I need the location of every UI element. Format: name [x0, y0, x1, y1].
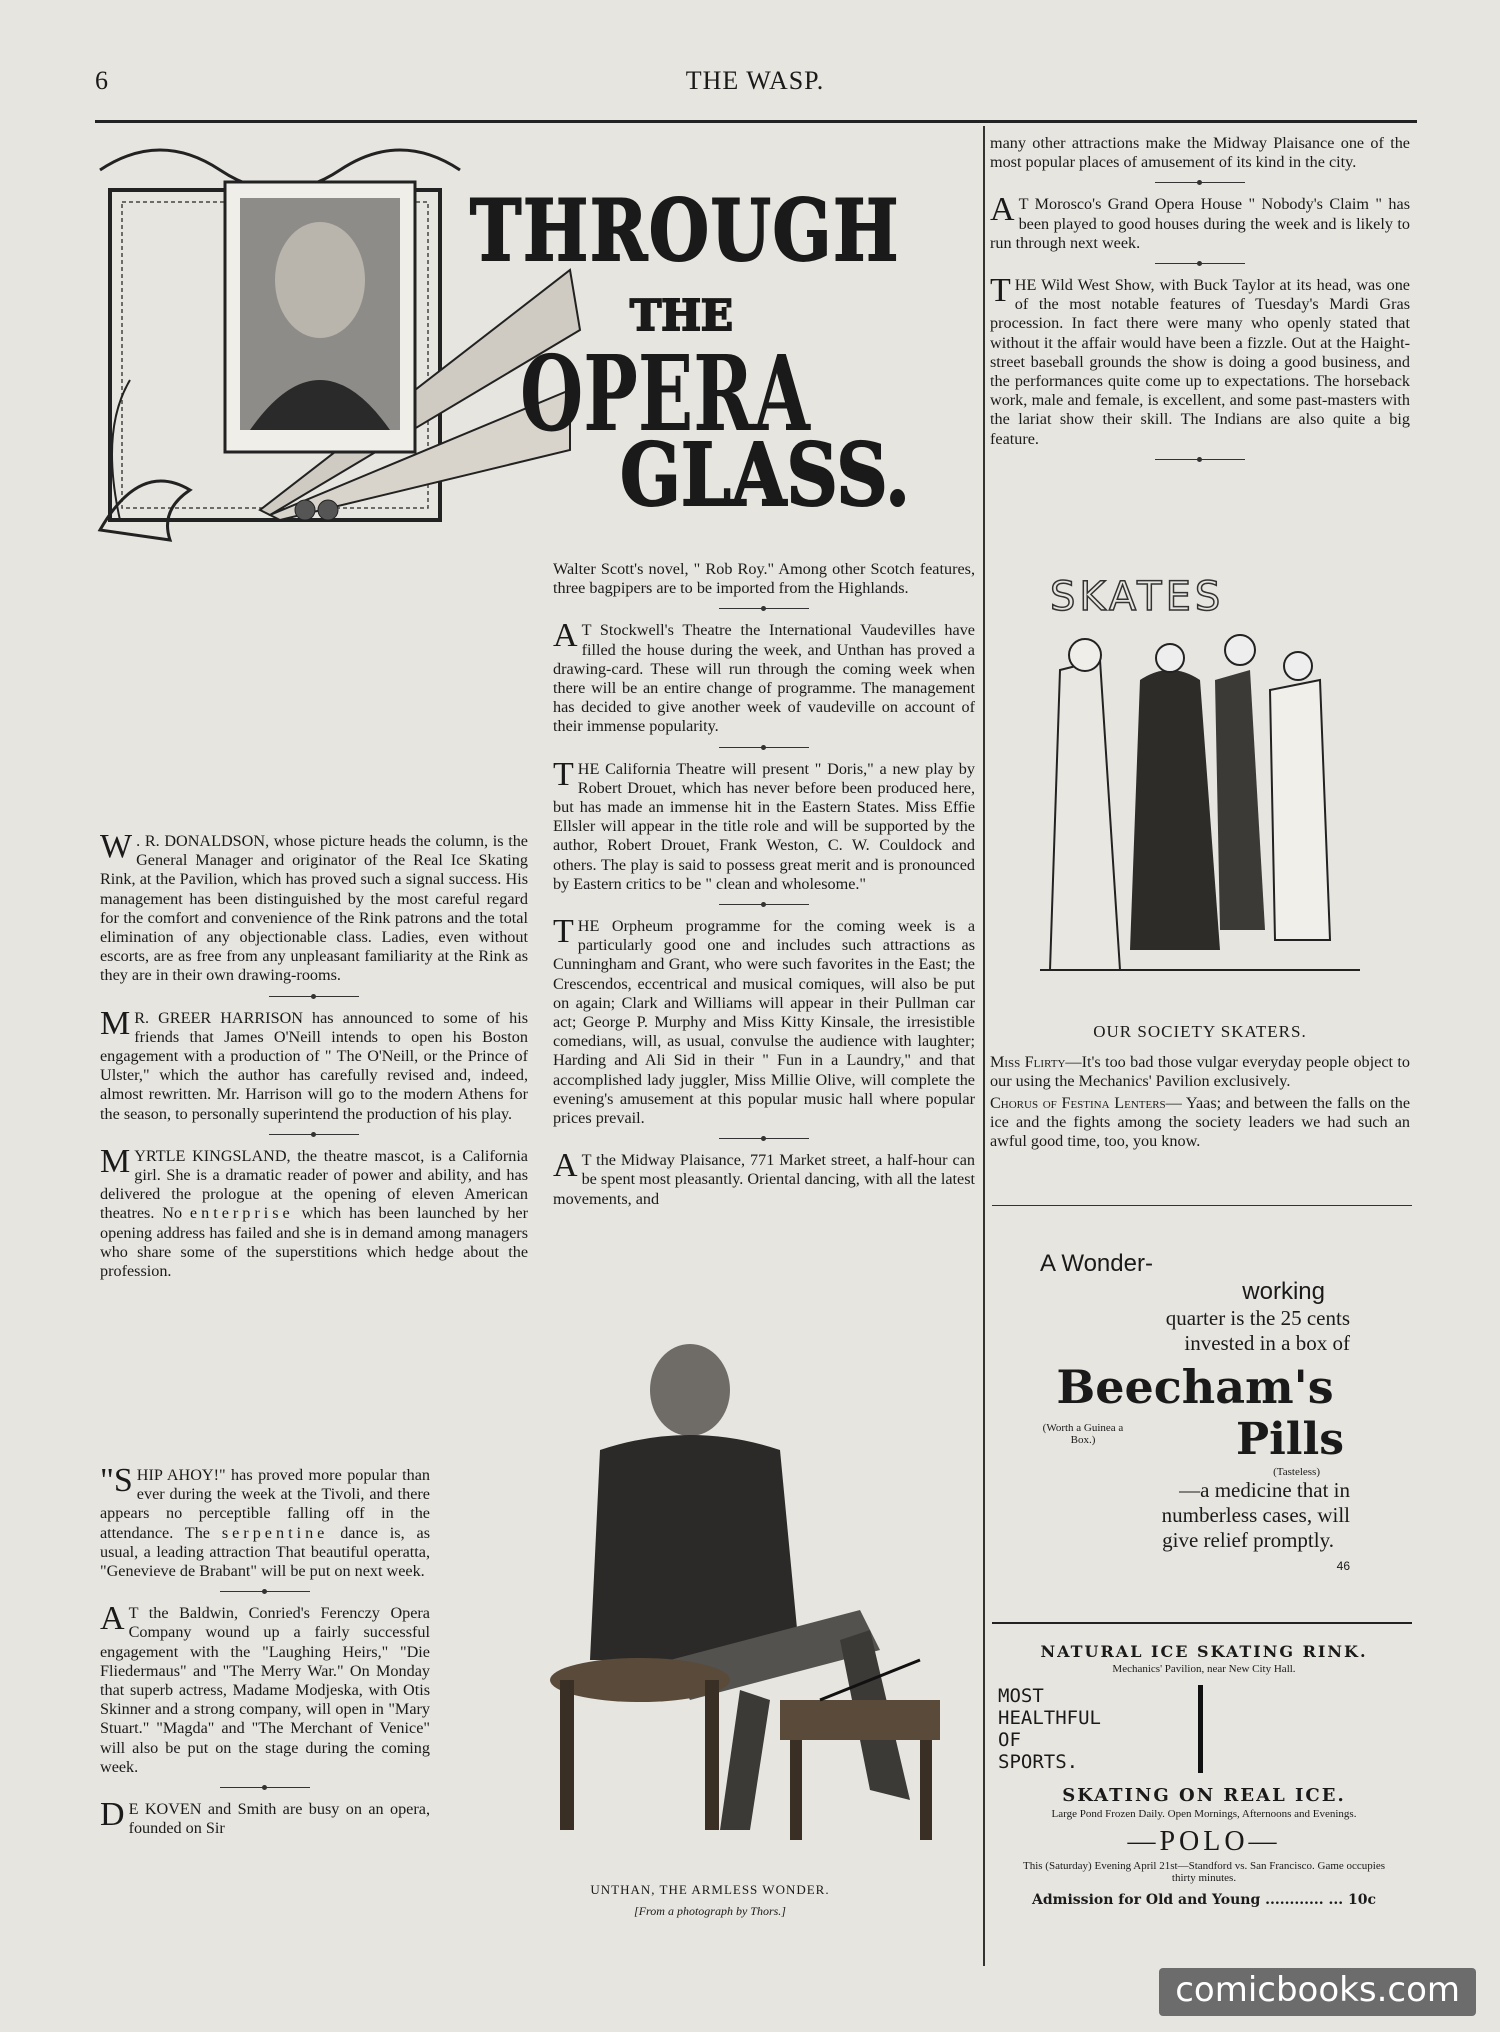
rink-slogan1: MOST [998, 1685, 1044, 1707]
separator [220, 1591, 310, 1592]
polo-title: —POLO— [1127, 1826, 1281, 1857]
skates-sign: SKATES [1050, 574, 1225, 620]
column-rule [983, 126, 985, 1966]
ad-line1: A Wonder- [1040, 1250, 1153, 1277]
skaters-cartoon-art [1030, 570, 1370, 1000]
photo-credit: [From a photograph by Thors.] [634, 1904, 786, 1918]
banner-art [100, 130, 940, 550]
ad-worth: (Worth a Guinea a Box.) [1042, 1422, 1124, 1446]
paragraph-orpheum: THE Orpheum programme for the coming week is a particularly good one and includes such attractions as Cunningham and Grant, who were such favorites in the East; the Crescendos, eccentrical and musical comiques, will also be put on again; Clark and Williams will appear in their Pullman car act; George P. Murphy and Miss Kitty Kinsale, the irresistible comedians, will, as usual, convulse the audience with laughter; Harding and Ali Sid in their " Fun in a Laundry," and that accomplished lady juggler, Miss Millie Olive, will complete the evening's amusement at this popular music hall where popular prices prevail. [553, 913, 975, 1128]
right-column-lower [990, 1022, 1410, 1159]
paragraph-wild-west: THE Wild West Show, with Buck Taylor at its head, was one of the most notable features of Tuesday's Mardi Gras procession. In fact there were many who openly stated that without it the affair would have been a fizzle. Out at the Haight-street baseball grounds the show is doing a good business, and the performances quite come up to expectations. The horseback work, male and female, is excellent, and some past-masters with the lariat show their skill. The Indians are also quite a big feature. [990, 272, 1410, 448]
dialog-flirty: Miss Flirty—It's too bad those vulgar everyday people object to our using the Mechanics' Pavilion exclusively. [990, 1053, 1410, 1091]
banner-line3: OPERA [520, 332, 811, 455]
rink-admission: Admission for Old and Young ............ ... 10c [1032, 1892, 1376, 1908]
ad-line7: give relief promptly. [1162, 1528, 1334, 1552]
right-column [990, 134, 1410, 472]
separator [220, 1787, 310, 1788]
lion-ornament [100, 481, 190, 540]
beecham-ad [1040, 1250, 1350, 1573]
photo-caption: UNTHAN, THE ARMLESS WONDER. [590, 1882, 830, 1897]
paragraph-donaldson: W . R. DONALDSON, whose picture heads the column, is the General Manager and originator of the Real Ice Skating Rink, at the Pavilion, which has proved such a signal success. His management has been distinguished by the most careful regard for the comfort and convenience of the Rink patrons and the total elimination of any objectionable class. Ladies, even without escorts, are as free from any unpleasant familiarity at the Rink as they are in their own drawing-rooms. [100, 828, 528, 985]
rink-ad [990, 1630, 1418, 1908]
polo-details: This (Saturday) Evening April 21st—Standford vs. San Francisco. Game occupies thirty minutes. [1022, 1860, 1386, 1884]
separator [719, 1138, 809, 1139]
header-rule [95, 120, 1417, 123]
left-column-lower [100, 1462, 430, 1846]
ad-line2: working [1242, 1278, 1325, 1305]
rink-ad-rule [992, 1622, 1412, 1624]
separator [269, 996, 359, 997]
ad-divider [992, 1205, 1412, 1206]
paragraph-california: THE California Theatre will present " Doris," a new play by Robert Drouet, which has never before been produced here, but has made an immense hit in the Eastern States. Miss Effie Ellsler will appear in the title role and will be supported by the author, Robert Drouet, Frank Weston, C. W. Couldock and others. The play is said to possess great merit and is pronounced by Eastern critics to be " clean and wholesome." [553, 755, 975, 893]
rink-slogan4: SPORTS. [998, 1751, 1079, 1773]
ad-tasteless: (Tasteless) [1273, 1466, 1320, 1478]
paragraph-baldwin: A T the Baldwin, Conried's Ferenczy Opera Company wound up a fairly successful engagement with the "Laughing Heirs," "Die Fliedermaus" and "The Merry War." On Monday that superb actress, Madame Modjeska, with Otis Skinner and a strong company, will open in "Mary Stuart." "Magda" and "The Merchant of Venice" will also be put on the stage during the coming week. [100, 1600, 430, 1776]
paragraph-kingsland: MYRTLE KINGSLAND, the theatre mascot, is a California girl. She is a dramatic reader of power and ability, and has delivered the prologue at the opening of eleven American theatres. No enterprise which has been launched by her opening address has failed and she is in demand among managers who share some of the superstitions which hedge about the profession. [100, 1142, 528, 1281]
page-number: 6 [95, 66, 109, 95]
rink-slogan2: HEALTHFUL [998, 1707, 1101, 1729]
separator [719, 904, 809, 905]
separator [1155, 459, 1245, 460]
ad-line5: —a medicine that in [1179, 1478, 1350, 1502]
separator [1155, 182, 1245, 183]
rink-bar [1198, 1685, 1203, 1773]
paragraph-midway-cont: many other attractions make the Midway Plaisance one of the most popular places of amusement of its kind in the city. [990, 134, 1410, 172]
left-column [100, 828, 528, 1289]
ad-line6: numberless cases, will [1161, 1503, 1350, 1527]
paragraph-rob-roy: Walter Scott's novel, " Rob Roy." Among other Scotch features, three bagpipers are to be imported from the Highlands. [553, 560, 975, 598]
ad-pills: Pills [1235, 1414, 1344, 1465]
paragraph-de-koven: D E KOVEN and Smith are busy on an opera, founded on Sir [100, 1796, 430, 1838]
paragraph-morosco: A T Morosco's Grand Opera House " Nobody's Claim " has been played to good houses during the week and is likely to run through next week. [990, 191, 1410, 252]
separator [719, 608, 809, 609]
ad-number: 46 [1336, 1559, 1350, 1573]
paragraph-harrison: M R. GREER HARRISON has announced to some of his friends that James O'Neill intends to open his Boston engagement with a production of " The O'Neill, or the Prince of Ulster," which the author has carefully revised and, indeed, almost rewritten. Mr. Harrison will go to the modern Athens for the season, to personally superintend the production of his play. [100, 1004, 528, 1123]
rink-location: Mechanics' Pavilion, near New City Hall. [1112, 1663, 1296, 1675]
rink-title: NATURAL ICE SKATING RINK. [1040, 1642, 1368, 1661]
skaters-cartoon [1030, 570, 1370, 1010]
watermark: comicbooks.com [1159, 1968, 1476, 2016]
banner-line4: GLASS. [620, 425, 910, 526]
paragraph-stockwell: A T Stockwell's Theatre the International Vaudevilles have filled the house during the week, and Unthan has proved a drawing-card. These will run through the coming week when there will be an entire change of programme. The management has decided to give another week of vaudeville on account of their immense popularity. [553, 617, 975, 736]
dialog-chorus: Chorus of Festina Lenters— Yaas; and between the falls on the ice and the fights among the society leaders we had such an awful good time, too, you know. [990, 1093, 1410, 1151]
separator [1155, 263, 1245, 264]
ad-brand: Beecham's [1056, 1360, 1334, 1414]
unthan-photo [440, 1360, 980, 1930]
unthan-photo-art [440, 1360, 980, 1860]
paragraph-ship-ahoy: "SHIP AHOY!" has proved more popular than ever during the week at the Tivoli, and there appears no perceptible falling off in the attendance. The serpentine dance is, as usual, a leading attraction That beautiful operatta, "Genevieve de Brabant" will be put on next week. [100, 1462, 430, 1581]
banner-line2: THE [630, 291, 733, 340]
ad-line4: invested in a box of [1184, 1331, 1350, 1355]
separator [269, 1134, 359, 1135]
banner-illustration [100, 130, 940, 550]
publication-title: THE WASP. [685, 66, 825, 95]
paragraph-midway: A T the Midway Plaisance, 771 Market street, a half-hour can be spent most pleasantly. Oriental dancing, with all the latest movements, and [553, 1147, 975, 1208]
middle-column [553, 560, 975, 1217]
rink-details: Large Pond Frozen Daily. Open Mornings, Afternoons and Evenings. [1051, 1808, 1357, 1820]
page-header [95, 60, 1415, 100]
ad-line3: quarter is the 25 cents [1165, 1306, 1350, 1330]
banner-line1: THROUGH [470, 181, 900, 280]
cartoon-caption: OUR SOCIETY SKATERS. [1093, 1022, 1307, 1041]
separator [719, 747, 809, 748]
rink-headline: SKATING ON REAL ICE. [1062, 1785, 1346, 1806]
rink-slogan3: OF [998, 1729, 1021, 1751]
